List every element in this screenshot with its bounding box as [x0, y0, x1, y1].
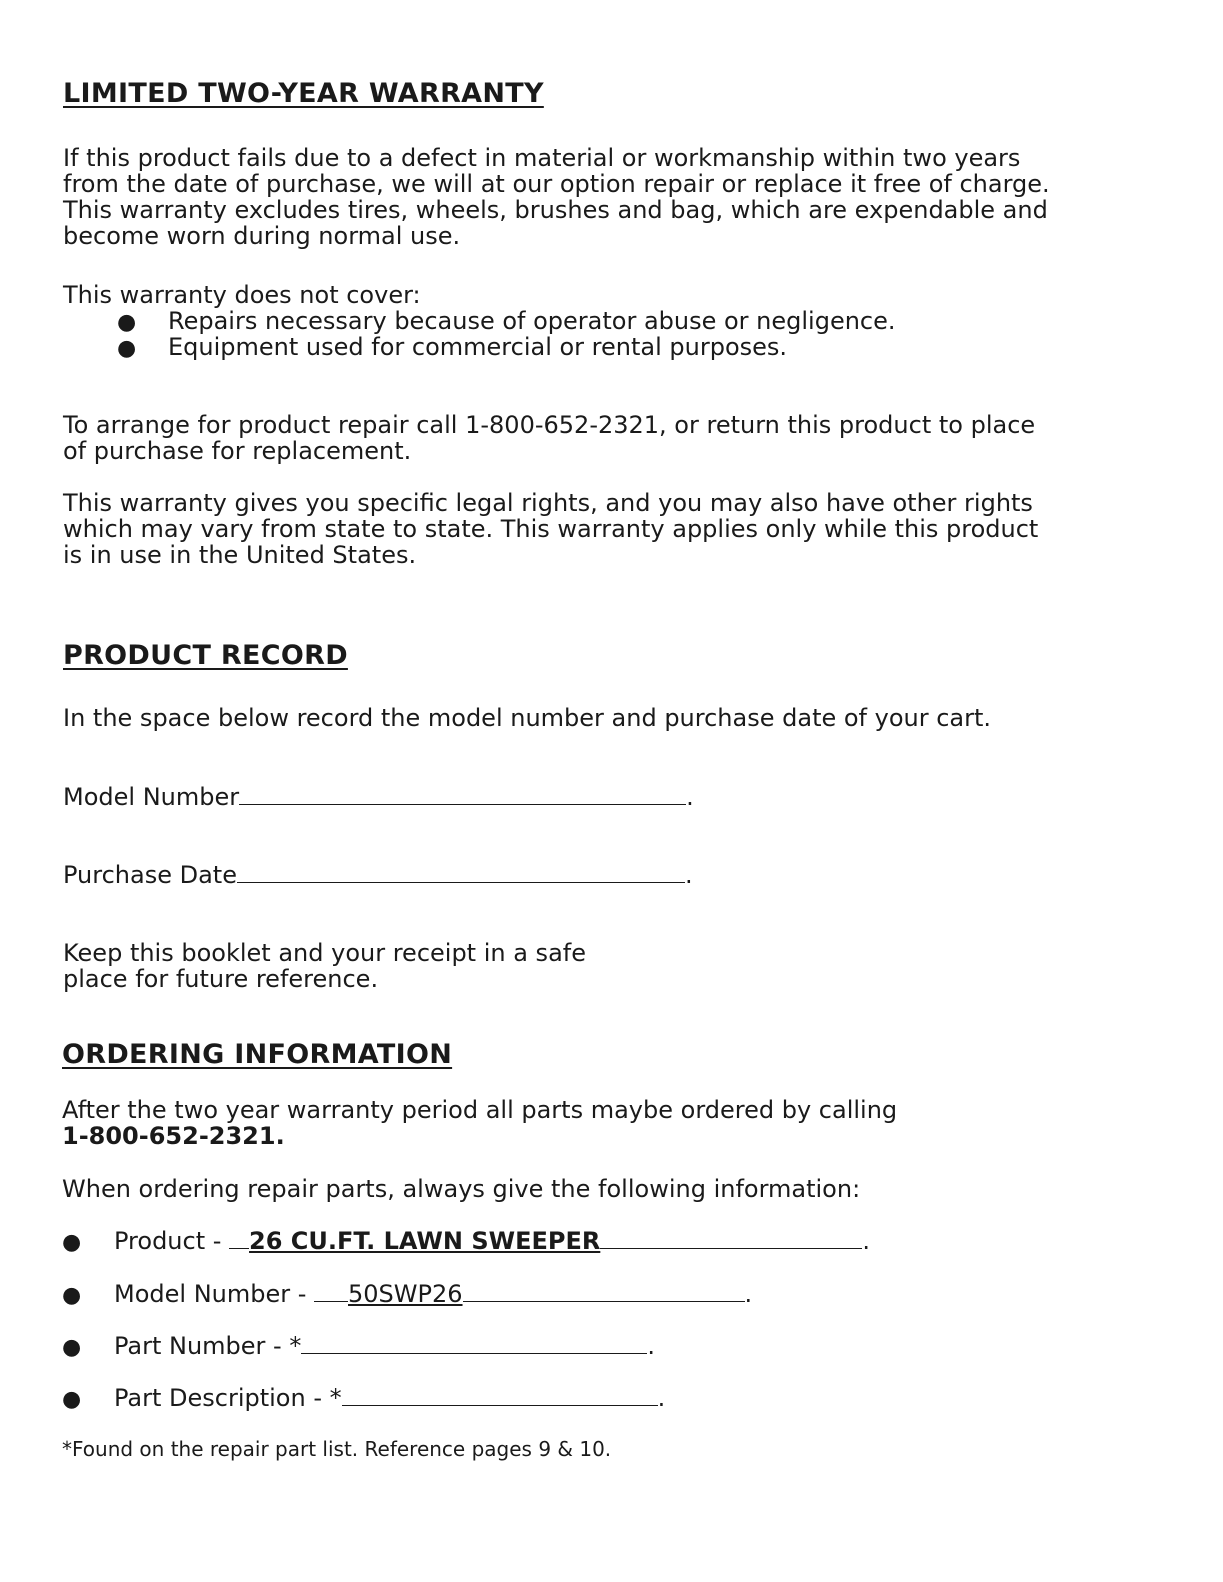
rights-line: which may vary from state to state. This warranty applies only while this product	[63, 515, 1039, 543]
repair-line: of purchase for replacement.	[63, 437, 412, 465]
repair-paragraph	[63, 412, 1035, 464]
rights-line: is in use in the United States.	[63, 541, 417, 569]
part-number-row: Part Number - * .	[114, 1332, 655, 1360]
warranty-line: from the date of purchase, we will at our option repair or replace it free of charge.	[63, 170, 1050, 198]
part-description-field[interactable]	[342, 1385, 658, 1406]
rights-line: This warranty gives you specific legal rights, and you may also have other rights	[63, 489, 1033, 517]
purchase-date-row: Purchase Date .	[63, 861, 693, 889]
exclusion-item	[117, 334, 136, 362]
bullet-icon: ●	[117, 310, 137, 335]
keep-line: place for future reference.	[63, 965, 379, 993]
model-label: Model Number -	[114, 1280, 315, 1308]
model-number-field[interactable]	[239, 782, 686, 805]
bullet-icon: ●	[62, 1230, 82, 1255]
exclusions-intro: This warranty does not cover:	[63, 281, 421, 309]
part-number-field[interactable]	[301, 1333, 647, 1354]
bullet-icon: ●	[117, 336, 137, 361]
purchase-date-label: Purchase Date	[63, 861, 237, 889]
bullet-icon: ●	[62, 1335, 82, 1360]
bullet	[62, 1385, 81, 1413]
product-value: 26 CU.FT. LAWN SWEEPER	[249, 1227, 601, 1255]
part-description-label: Part Description - *	[114, 1384, 342, 1412]
ordering-phone: 1-800-652-2321.	[62, 1122, 285, 1150]
product-record-title: PRODUCT RECORD	[63, 640, 348, 671]
warranty-line: If this product fails due to a defect in material or workmanship within two years	[63, 144, 1021, 172]
bullet-icon: ●	[62, 1387, 82, 1412]
repair-line: To arrange for product repair call 1-800-652-2321, or return this product to place	[63, 411, 1036, 439]
model-number-row: Model Number .	[63, 783, 694, 811]
bullet	[62, 1281, 81, 1309]
part-number-label: Part Number - *	[114, 1332, 302, 1360]
model-value: 50SWP26	[348, 1280, 463, 1308]
ordering-title: ORDERING INFORMATION	[62, 1039, 453, 1070]
bullet	[62, 1228, 81, 1256]
exclusion-text: Repairs necessary because of operator abuse or negligence.	[168, 307, 896, 335]
warranty-paragraph	[63, 145, 1050, 249]
keep-line: Keep this booklet and your receipt in a safe	[63, 939, 586, 967]
part-description-row: Part Description - * .	[114, 1384, 666, 1412]
ordering-instruction: When ordering repair parts, always give the following information:	[62, 1175, 861, 1203]
exclusion-text: Equipment used for commercial or rental purposes.	[168, 333, 788, 361]
rights-paragraph	[63, 490, 1038, 568]
product-label: Product -	[114, 1227, 230, 1255]
exclusion-item	[117, 308, 136, 336]
bullet	[62, 1333, 81, 1361]
purchase-date-field[interactable]	[237, 860, 685, 883]
ordering-intro: After the two year warranty period all parts maybe ordered by calling	[62, 1096, 898, 1124]
product-record-intro: In the space below record the model number and purchase date of your cart.	[63, 704, 992, 732]
model-row: Model Number - 50SWP26 .	[114, 1280, 753, 1308]
bullet-icon: ●	[62, 1283, 82, 1308]
warranty-title: LIMITED TWO-YEAR WARRANTY	[63, 78, 544, 109]
model-number-label: Model Number	[63, 783, 240, 811]
warranty-line: This warranty excludes tires, wheels, brushes and bag, which are expendable and	[63, 196, 1048, 224]
keep-note	[63, 940, 586, 992]
warranty-line: become worn during normal use.	[63, 222, 461, 250]
footnote: *Found on the repair part list. Reference pages 9 & 10.	[62, 1437, 612, 1461]
product-row: Product - 26 CU.FT. LAWN SWEEPER .	[114, 1227, 870, 1255]
